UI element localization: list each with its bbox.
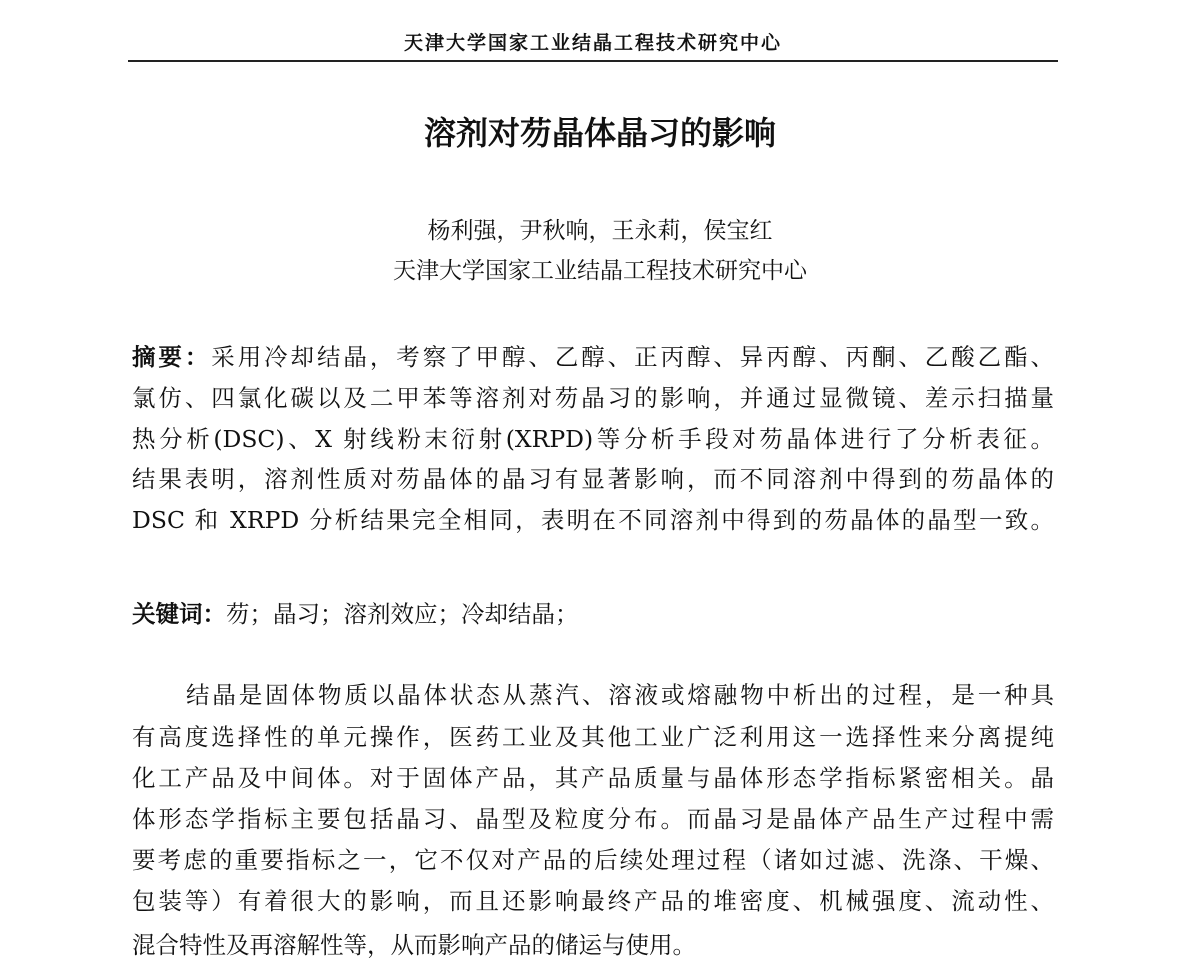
header-rule xyxy=(128,60,1058,62)
keywords-text: 芴；晶习；溶剂效应；冷却结晶； xyxy=(226,600,579,628)
keywords-label: 关键词： xyxy=(132,600,226,628)
keywords xyxy=(132,595,1054,629)
paper-title: 溶剂对芴晶体晶习的影响 xyxy=(423,114,776,152)
body-line: 要考虑的重要指标之一，它不仅对产品的后续处理过程（诸如过滤、洗涤、干燥、 xyxy=(132,846,1054,874)
body-line: 混合特性及再溶解性等，从而影响产品的储运与使用。 xyxy=(132,931,696,959)
affiliation: 天津大学国家工业结晶工程技术研究中心 xyxy=(393,258,807,284)
abstract-line: 结果表明，溶剂性质对芴晶体的晶习有显著影响，而不同溶剂中得到的芴晶体的 xyxy=(132,465,1054,493)
body-line: 包装等）有着很大的影响，而且还影响最终产品的堆密度、机械强度、流动性、 xyxy=(132,887,1054,915)
body-line: 体形态学指标主要包括晶习、晶型及粒度分布。而晶习是晶体产品生产过程中需 xyxy=(132,805,1054,833)
authors: 杨利强，尹秋响，王永莉，侯宝红 xyxy=(427,218,773,244)
abstract-label: 摘要： xyxy=(132,343,212,371)
abstract-line: 热分析(DSC)、X 射线粉末衍射(XRPD)等分析手段对芴晶体进行了分析表征。 xyxy=(132,425,1054,453)
body-line: 结晶是固体物质以晶体状态从蒸汽、溶液或熔融物中析出的过程，是一种具 xyxy=(186,681,1054,709)
abstract-text: 采用冷却结晶，考察了甲醇、乙醇、正丙醇、异丙醇、丙酮、乙酸乙酯、 xyxy=(211,343,1055,371)
abstract-line: 氯仿、四氯化碳以及二甲苯等溶剂对芴晶习的影响，并通过显微镜、差示扫描量 xyxy=(132,384,1054,412)
running-header: 天津大学国家工业结晶工程技术研究中心 xyxy=(403,32,782,54)
abstract-line xyxy=(132,338,1054,372)
abstract-line: DSC 和 XRPD 分析结果完全相同，表明在不同溶剂中得到的芴晶体的晶型一致。 xyxy=(132,506,1054,534)
body-line: 化工产品及中间体。对于固体产品，其产品质量与晶体形态学指标紧密相关。晶 xyxy=(132,764,1054,792)
body-line: 有高度选择性的单元操作，医药工业及其他工业广泛利用这一选择性来分离提纯 xyxy=(132,723,1054,751)
